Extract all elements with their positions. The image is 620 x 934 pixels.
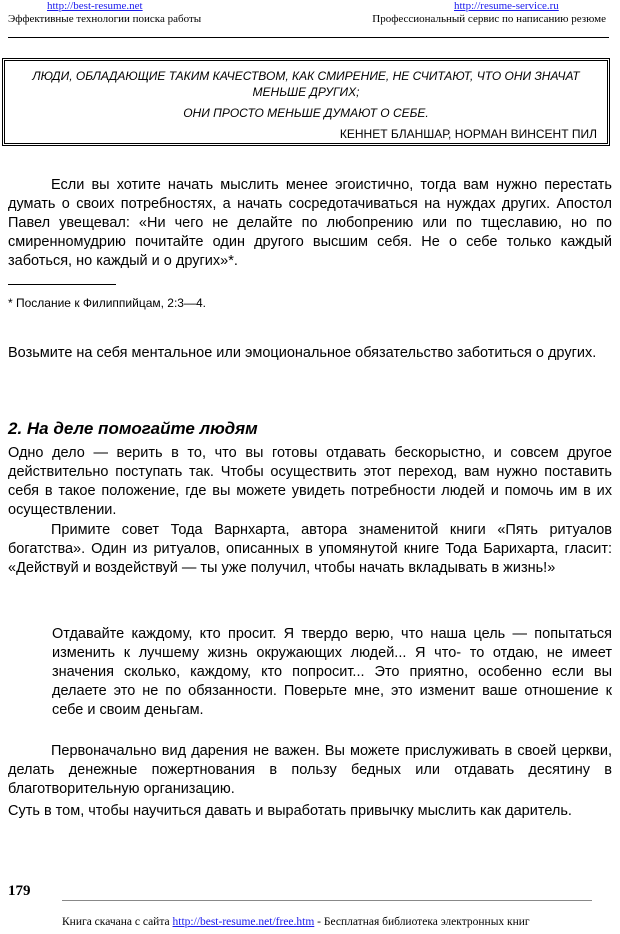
epigraph-line-2: ОНИ ПРОСТО МЕНЬШЕ ДУМАЮТ О СЕБЕ. xyxy=(183,106,429,120)
header-left-text: Эффективные технологии поиска работы xyxy=(8,13,202,25)
paragraph-2: Возьмите на себя ментальное или эмоциональное обязательство заботиться о других. xyxy=(8,345,597,361)
epigraph-author: КЕННЕТ БЛАНШАР, НОРМАН ВИНСЕНТ ПИЛ xyxy=(339,127,597,141)
footnote-divider xyxy=(8,284,116,285)
header-right-text: Профессиональный сервис по написанию резюме xyxy=(372,13,606,25)
header-link-resume-service[interactable]: http://resume-service.ru xyxy=(454,0,559,12)
epigraph-line-1: ЛЮДИ, ОБЛАДАЮЩИЕ ТАКИМ КАЧЕСТВОМ, КАК СМИРЕНИЕ, НЕ СЧИТАЮТ, ЧТО ОНИ ЗНАЧАТ МЕНЬШЕ ДРУГИХ; xyxy=(32,69,580,99)
paragraph-5: Первоначально вид дарения не важен. Вы можете прислуживать в своей церкви, делать денежные пожертнования в пользу бедных или отдавать десятину в благотворительную организацию. xyxy=(8,743,612,797)
footer-prefix: Книга скачана с сайта xyxy=(62,916,173,928)
paragraph-1: Если вы хотите начать мыслить менее эгоистично, тогда вам нужно перестать думать о своих потребностях, а начать сосредотачиваться на нуждах других. Апостол Павел увещевал: «Ни чего не делайте по любопрению или по тщеславию, но по смиренномудрию почитайте один другого высшим себя. Не о себе только каждый заботься, но каждый и о других»*. xyxy=(8,177,612,269)
header-link-best-resume[interactable]: http://best-resume.net xyxy=(47,0,143,12)
paragraph-4: Примите совет Тода Варнхарта, автора знаменитой книги «Пять ритуалов богатства». Один из ритуалов, описанных в упомянутой книге Тода Барихарта, гласит: «Действуй и воздействуй — ты уже получил, чтобы начать вкладывать в жизнь!» xyxy=(8,522,612,576)
footer-divider xyxy=(62,900,592,901)
section-heading: 2. На деле помогайте людям xyxy=(8,419,258,438)
block-quote: Отдавайте каждому, кто просит. Я твердо верю, что наша цель — попытаться изменить к лучшему жизнь окружающих людей... Я что- то отдаю, не имеет значения сколько, каждому, кто попросит... Это приятно, особенно если вы делаете это не по обязанности. Поверьте мне, это изменит ваше отношение к себе и своим деньгам. xyxy=(52,626,612,718)
page-number: 179 xyxy=(8,883,31,899)
footnote: * Послание к Филиппийцам, 2:3—4. xyxy=(8,296,206,310)
footer-text xyxy=(62,916,530,928)
paragraph-6: Суть в том, чтобы научиться давать и выработать привычку мыслить как даритель. xyxy=(8,803,572,819)
footer-suffix: - Бесплатная библиотека электронных книг xyxy=(314,916,530,928)
epigraph-box xyxy=(2,58,610,146)
header-divider xyxy=(8,37,609,38)
paragraph-3: Одно дело — верить в то, что вы готовы отдавать бескорыстно, и совсем другое действительно поступать так. Чтобы осуществить этот переход, вам нужно поставить себя в такое положение, где вы можете увидеть потребности людей и помочь им в их осуществлении. xyxy=(8,445,612,518)
footer-link[interactable]: http://best-resume.net/free.htm xyxy=(172,916,315,928)
